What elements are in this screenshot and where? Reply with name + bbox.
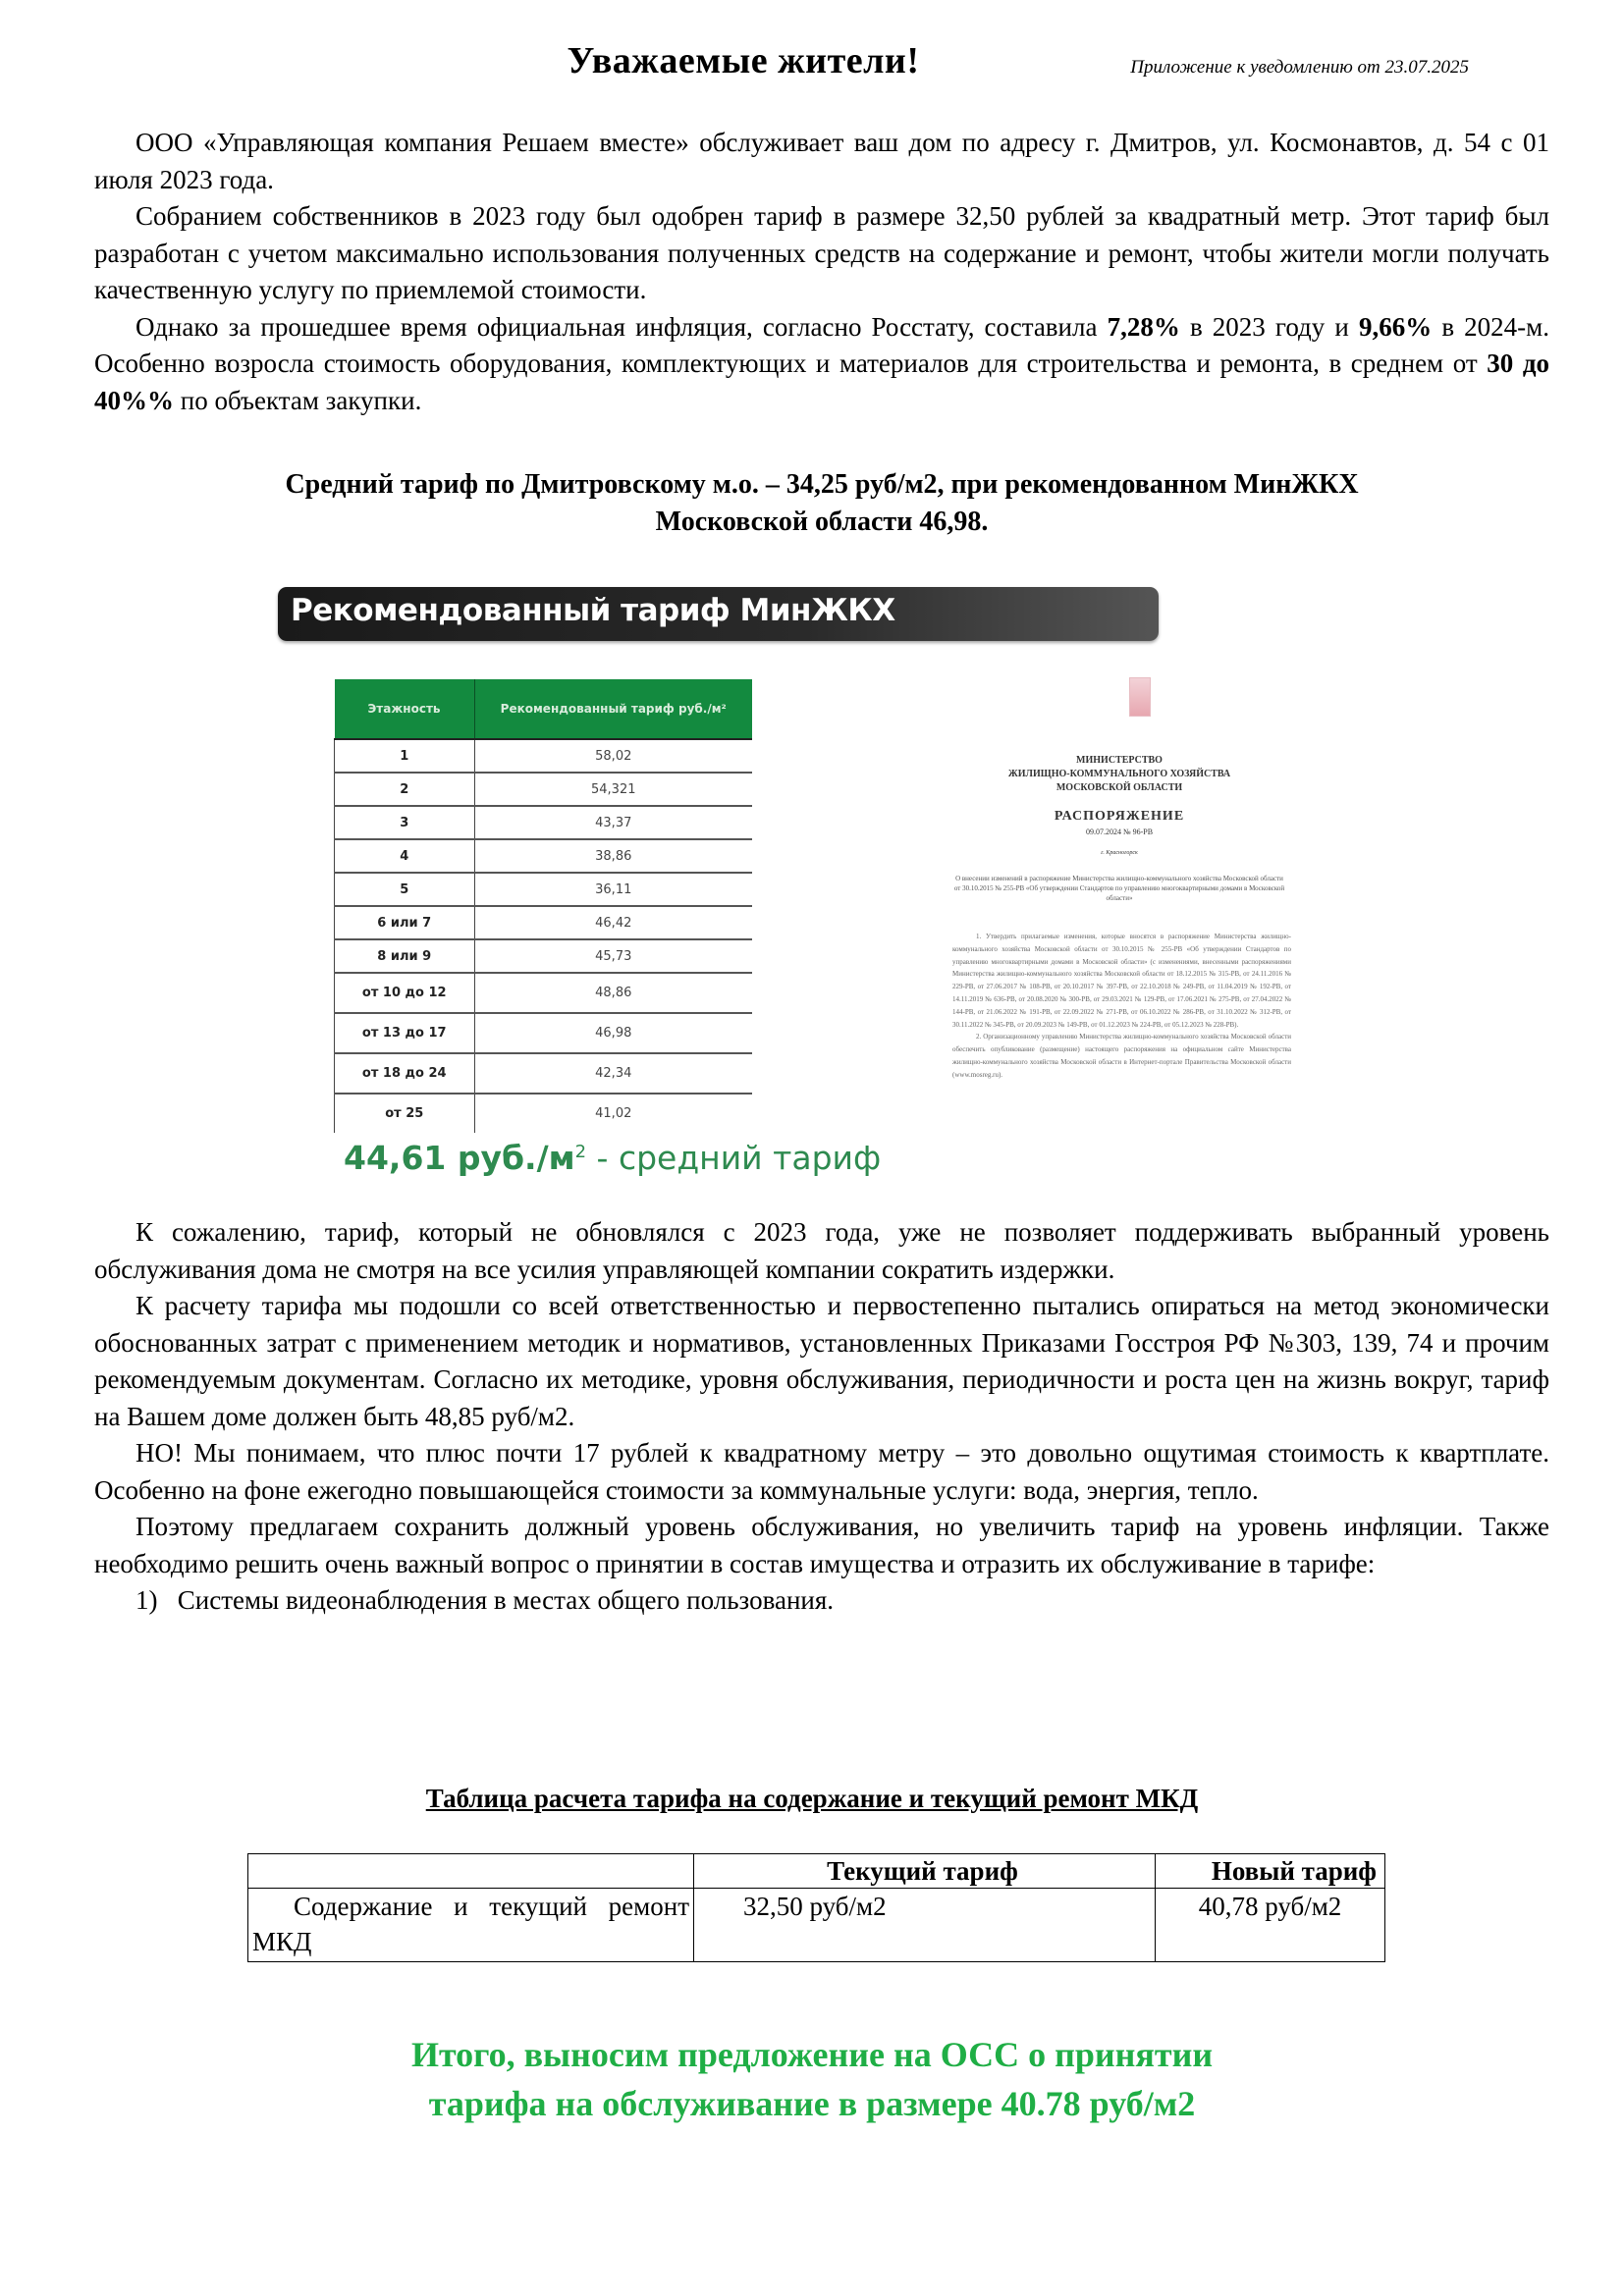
annex-note: Приложение к уведомлению от 23.07.2025 [1130,57,1469,78]
current-tariff-cell: 32,50 руб/м2 [694,1889,1156,1962]
col-floors: Этажность [335,679,475,739]
price-growth-range: 30 до 40%% [94,348,1549,415]
page-title: Уважаемые жители! [567,40,920,81]
paragraph-calculation: К расчету тарифа мы подошли со всей ответственностью и первостепенно пытались опираться на метод экономически обоснованных затрат с применением методик и нормативов, установленных Приказами Госстроя РФ №303, 139, 74 и прочим рекомендуемым документам. Согласно их методике, уровня обслуживания, периодичности и роста цен на жизнь вокруг, тариф на Вашем доме должен быть 48,85 руб/м2. [94,1291,1549,1431]
calc-table-title: Таблица расчета тарифа на содержание и текущий ремонт МКД [425,1784,1199,1813]
table-row: 6 или 7 46,42 [335,906,753,939]
average-recommended-tariff: 44,61 $руб./м^2$ - средний тариф [344,1139,882,1177]
inflation-2024: 9,66% [1358,311,1433,342]
table-row: от 13 до 17 46,98 [335,1013,753,1053]
recommended-tariff-table [334,679,752,1133]
table-row: 4 38,86 [335,839,753,873]
paragraph-but: НО! Мы понимаем, что плюс почти 17 рублей к квадратному метру – это довольно ощутимая стоимость к квартплате. Особенно на фоне ежегодно повышающейся стоимости за коммунальные услуги: вода, энергия, тепло. [94,1438,1549,1505]
paragraph-regret: К сожалению, тариф, который не обновлялся с 2023 года, уже не позволяет поддерживать выбранный уровень обслуживания дома не смотря на все усилия управляющей компании сократить издержки. [94,1217,1549,1284]
average-tariff-note: Средний тариф по Дмитровскому м.о. – 34,25 руб/м2, при рекомендованном МинЖКХ Московской области 46,98. [285,469,1359,537]
main-section [94,1214,1549,1620]
table-row [248,1889,1385,1962]
new-tariff-cell: 40,78 руб/м2 [1156,1889,1385,1962]
table-row: от 18 до 24 42,34 [335,1053,753,1094]
tariff-calc-table [247,1853,1385,1962]
ministry-tariff-image [265,569,1291,1198]
col-tariff: Рекомендованный тариф руб./м² [474,679,752,739]
table-row: 5 36,11 [335,873,753,906]
ministry-banner: Рекомендованный тариф МинЖКХ [278,587,1159,641]
decree-ministry: МИНИСТЕРСТВО ЖИЛИЩНО-КОММУНАЛЬНОГО ХОЗЯЙСТВА МОСКОВСКОЙ ОБЛАСТИ [1007,755,1231,793]
col-current-tariff: Текущий тариф [694,1854,1156,1889]
col-new-tariff: Новый тариф [1156,1854,1385,1889]
decree-subject: О внесении изменений в распоряжение Министерства жилищно-коммунального хозяйства Московской области от 30.10.2015 № 255-РВ «Об утверждении Стандартов по управлению многоквартирными домами в Московской области» [953,875,1285,902]
coat-of-arms-icon [1129,677,1151,717]
decree-title: РАСПОРЯЖЕНИЕ [1054,809,1185,824]
table-row: 8 или 9 45,73 [335,939,753,973]
conclusion-text: Итого, выносим предложение на ОСС о принятии тарифа на обслуживание в размере 40.78 руб/м2 [410,2035,1214,2123]
paragraph-company: ООО «Управляющая компания Решаем вместе» обслуживает ваш дом по адресу г. Дмитров, ул. Космонавтов, д. 54 с 01 июля 2023 года. [94,128,1549,194]
inflation-2023: 7,28% [1107,311,1180,342]
decree-number: 09.07.2024 № 96-РВ [1085,828,1154,836]
intro-section [94,125,1549,419]
decree-city: г. Красногорск [1101,850,1138,856]
table-row: 2 54,321 [335,773,753,806]
table-row: 3 43,37 [335,806,753,839]
paragraph-inflation: Однако за прошедшее время официальная инфляция, согласно Росстату, составила 7,28% в 2023 году и 9,66% в 2024-м. Особенно возросла стоимость оборудования, комплектующих и материалов для строительства и ремонта, в среднем от 30 до 40%% по объектам закупки. [94,311,1550,415]
paragraph-tariff-2023: Собранием собственников в 2023 году был одобрен тариф в размере 32,50 рублей за квадратный метр. Этот тариф был разработан с учетом максимально использования полученных средств на содержание и ремонт, чтобы жители могли получать качественную услугу по приемлемой стоимости. [94,201,1549,304]
table-row: от 25 41,02 [335,1094,753,1133]
decree-clauses: 1. Утвердить прилагаемые изменения, которые вносятся в распоряжение Министерства жилищно-коммунального хозяйства Московской области от 30.10.2015 № 255-РВ «Об утверждении Стандартов по управлению многоквартирными домами в Московской области» (с изменениями, внесенными распоряжениями Министерства жилищно-коммунального хозяйства Московской области от 18.12.2015 № 315-РВ, от 24.11.2016 № 229-РВ, от 27.06.2017 № 108-РВ, от 20.10.2017 № 397-РВ, от 22.10.2018 № 249-РВ, от 11.04.2019 № 192-РВ, от 14.11.2019 № 636-РВ, от 20.08.2020 № 300-РВ, от 29.03.2021 № 129-РВ, от 17.06.2021 № 275-РВ, от 27.04.2022 № 144-РВ, от 21.06.2022 № 191-РВ, от 22.09.2022 № 271-РВ, от 06.10.2022 № 286-РВ, от 31.10.2022 № 312-РВ, от 30.11.2022 № 345-РВ, от 20.09.2023 № 149-РВ, от 01.12.2023 № 224-РВ, от 05.12.2023 № 228-РВ). 2. Организационному управлению Министерства жилищно-коммунального хозяйства Московской области обеспечить опубликование (размещение) настоящего распоряжения на официальном сайте Министерства жилищно-коммунального хозяйства Московской области в Интернет-портале Правительства Московской области (www.mosreg.ru). [952,933,1291,1079]
col-item [248,1854,694,1889]
table-row: от 10 до 12 48,86 [335,973,753,1013]
table-row: 1 58,02 [335,739,753,773]
list-item: 1) Системы видеонаблюдения в местах общего пользования. [135,1585,835,1615]
paragraph-proposal: Поэтому предлагаем сохранить должный уровень обслуживания, но увеличить тариф на уровень инфляции. Также необходимо решить очень важный вопрос о принятии в состав имущества и отразить их обслуживание в тарифе: [94,1512,1549,1578]
item-cell: Содержание и текущий ремонт МКД [248,1889,694,1962]
